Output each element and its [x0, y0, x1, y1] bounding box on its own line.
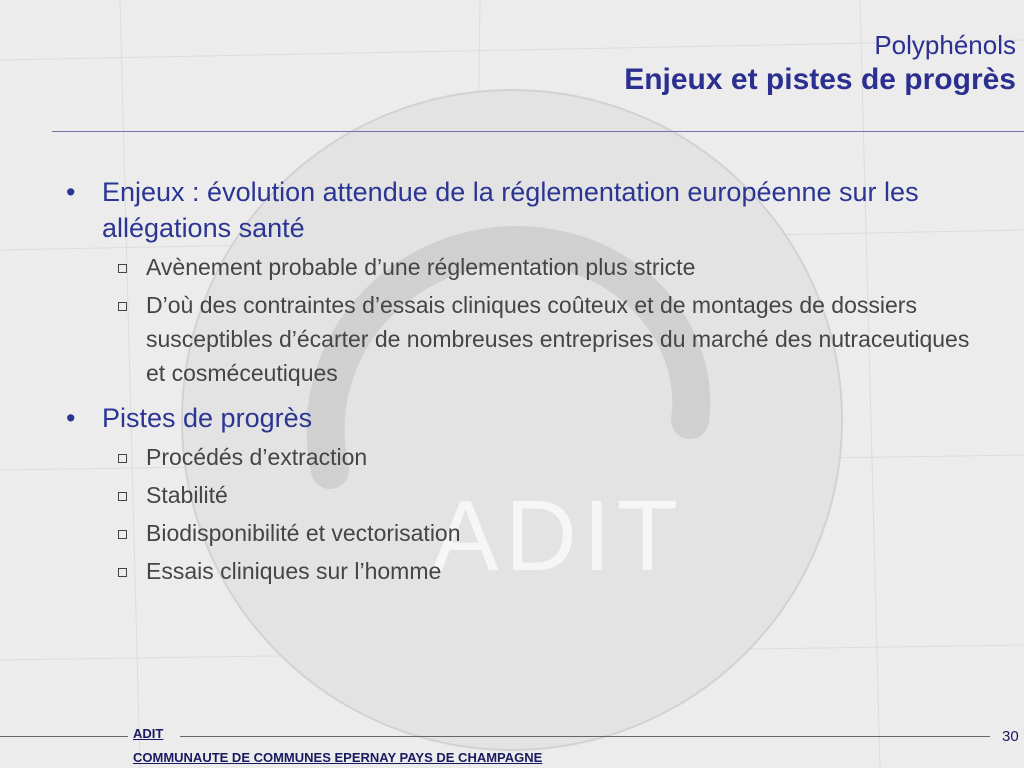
checkbox-square-icon [118, 302, 127, 311]
bullet-text: Biodisponibilité et vectorisation [146, 520, 461, 546]
bullet-level1 [60, 400, 990, 436]
bullet-dot-icon: • [66, 403, 76, 433]
footer-rule-right [180, 736, 990, 737]
bullet-level2 [60, 440, 990, 474]
checkbox-square-icon [118, 454, 127, 463]
footer-organization: COMMUNAUTE DE COMMUNES EPERNAY PAYS DE CHAMPAGNE [133, 750, 543, 765]
page-number: 30 [1002, 728, 1019, 745]
bullet-text: Avènement probable d’une réglementation plus stricte [146, 254, 696, 280]
watermark-text: ADIT [432, 480, 684, 592]
bullet-dot-icon: • [66, 177, 76, 207]
bullet-level2 [60, 478, 990, 512]
bullet-text: D’où des contraintes d’essais cliniques coûteux et de montages de dossiers susceptibles d’écarter de nombreuses entreprises du marché des nutraceutiques et cosméceutiques [146, 292, 970, 386]
bullet-text: Pistes de progrès [102, 403, 313, 433]
bullet-text: Enjeux : évolution attendue de la réglementation européenne sur les allégations santé [102, 177, 919, 243]
slide-title [624, 28, 1016, 98]
title-line2: Enjeux et pistes de progrès [624, 63, 1016, 96]
bullet-text: Essais cliniques sur l’homme [146, 558, 442, 584]
footer-brand: ADIT [133, 726, 164, 741]
title-line1: Polyphénols [874, 30, 1016, 60]
checkbox-square-icon [118, 492, 127, 501]
checkbox-square-icon [118, 264, 127, 273]
bullet-list [60, 174, 990, 588]
checkbox-square-icon [118, 530, 127, 539]
footer-rule-left [0, 736, 128, 737]
bullet-text: Procédés d’extraction [146, 444, 368, 470]
bullet-level2 [60, 288, 990, 390]
checkbox-square-icon [118, 568, 127, 577]
title-divider [52, 131, 1024, 132]
bullet-level2 [60, 516, 990, 550]
bullet-level1 [60, 174, 990, 246]
bullet-level2 [60, 554, 990, 588]
bullet-text: Stabilité [146, 482, 228, 508]
bullet-level2 [60, 250, 990, 284]
